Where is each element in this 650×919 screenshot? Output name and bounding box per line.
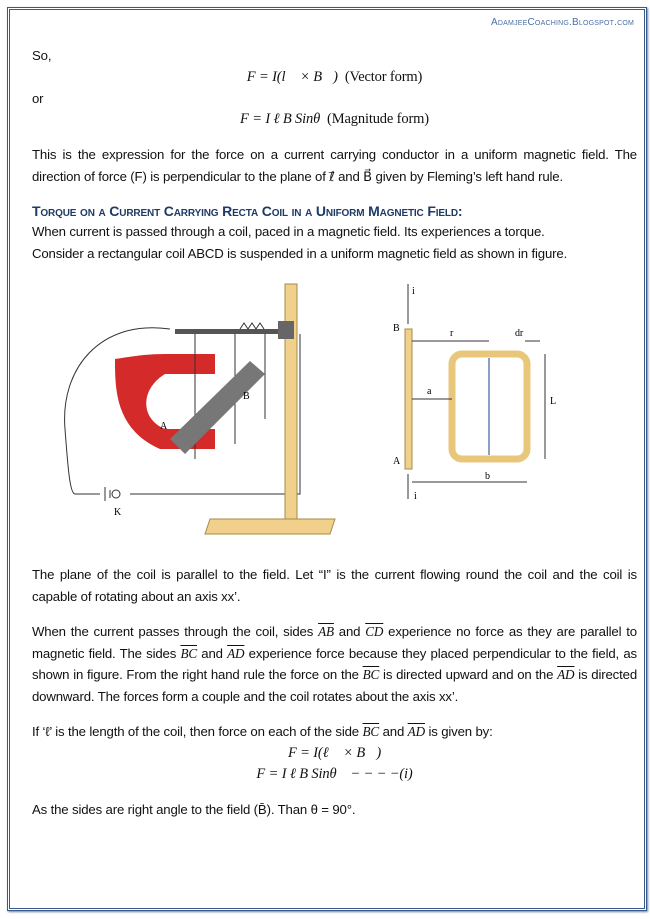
label-a: A xyxy=(393,456,401,467)
text-or: or xyxy=(32,90,44,106)
label-i-top: i xyxy=(412,286,415,297)
text-so: So, xyxy=(32,48,52,63)
paragraph-length: If ‘ℓ’ is the length of the coil, then force on each of the side $\overline{BC}$ and $\overline{AD}$ is given by: xyxy=(32,724,493,739)
label-k: K xyxy=(114,507,122,518)
paragraph-force: This is the expression for the force on a current carrying conductor in a uniform magnetic field. The direction of force (F) is perpendicular to the plane of ℓ⃗ and B⃗ given by Fleming’s left hand rule. xyxy=(32,147,637,184)
paragraph-plane: The plane of the coil is parallel to the field. Let “I” is the current flowing round the coil and the coil is capable of rotating about an axis xx’. xyxy=(32,567,637,604)
figures xyxy=(0,264,650,564)
label-b: B xyxy=(243,391,250,402)
label-a-dist: a xyxy=(427,386,432,397)
equation-vector xyxy=(32,67,637,88)
label-b-width: b xyxy=(485,471,490,482)
equation-magnitude xyxy=(32,109,637,130)
label-r: r xyxy=(450,328,454,339)
paragraph-current: When the current passes through the coil, sides $\overline{AB}$ and $\overline{CD}$ experience no force as they are parallel to magnetic field. The sides $\overline{BC}$ and $\overline{AD}$ experience force because they placed perpendicular to the field, as shown in figure. From the right hand rule the force on the $\overline{BC}$ is directed upward and on the $\overline{AD}$ is directed downward. The forces form a couple and the coil rotates about the axis xx’. xyxy=(32,624,638,704)
label-l: L xyxy=(550,396,556,407)
equation: F = I(l⃗ × B⃗) xyxy=(246,68,338,85)
equation-note: (Magnitude form) xyxy=(327,111,429,127)
figure-apparatus xyxy=(40,279,340,549)
paragraph-coil: Consider a rectangular coil ABCD is suspended in a uniform magnetic field as shown in figure. xyxy=(32,245,568,261)
label-b: B xyxy=(393,323,400,334)
figure-coil xyxy=(385,279,565,504)
section-heading: Torque on a Current Carrying Recta Coil in a Uniform Magnetic Field: xyxy=(32,203,463,219)
equation-force-vector: F = I(ℓ⃗ × B⃗) xyxy=(287,744,382,761)
equation: F = I ℓ B Sinθ xyxy=(240,111,321,127)
paragraph-torque: When current is passed through a coil, paced in a magnetic field. Its experiences a torque. xyxy=(32,224,545,239)
label-dr: dr xyxy=(515,328,524,339)
site-header[interactable]: AdamjeeCoaching.Blogspot.com xyxy=(491,17,634,28)
paragraph-angle: As the sides are right angle to the field (B̄). Than θ = 90°. xyxy=(32,801,356,817)
label-a: A xyxy=(160,421,168,432)
equation-force-magnitude: F = I ℓ B Sinθ − − − −(i) xyxy=(256,765,413,782)
equation-note: (Vector form) xyxy=(344,68,423,85)
label-i-bottom: i xyxy=(414,491,417,502)
